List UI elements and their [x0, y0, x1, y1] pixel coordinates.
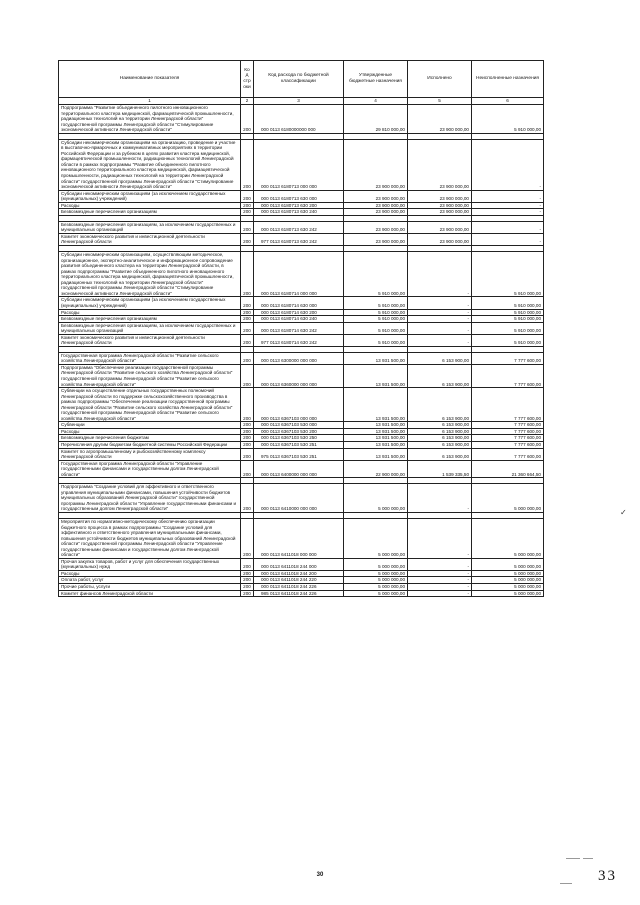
row-name: Подпрограмма "Развитие объединенного пилотного инновационного территориального кластера медицинской, фармацевтической промышленности, радиационных технологий на территории Ленинградской области" государственной программы Ленинградской области "Стимулирование экономической активности Ленинградской области" [59, 105, 241, 134]
row-line-code: 200 [241, 448, 254, 460]
header-name: Наименование показателя [59, 61, 241, 98]
row-line-code: 200 [241, 584, 254, 591]
row-line-code: 200 [241, 334, 254, 346]
row-unexecuted: - [472, 190, 544, 202]
table-row [59, 322, 544, 334]
row-executed: 23 900 000,00 [408, 202, 472, 209]
margin-dash [583, 858, 593, 859]
row-approved: 5 000 000,00 [344, 519, 408, 559]
row-executed: 23 900 000,00 [408, 139, 472, 190]
row-name: Прочая закупка товаров, работ и услуг для обеспечения государственных (муниципальных) нужд [59, 558, 241, 570]
row-name: Государственная программа Ленинградской области "Развитие сельского хозяйства Ленинградской области" [59, 352, 241, 364]
row-executed: - [408, 252, 472, 297]
row-approved: 5 910 000,00 [344, 309, 408, 316]
row-approved: 5 000 000,00 [344, 590, 408, 597]
row-budget-code: 000 0113 6180714 630 242 [254, 322, 344, 334]
row-name: Мероприятия по нормативно-методическому обеспечению организации бюджетного процесса в рамках подпрограммы "Создание условий для эффективного и ответственного управления муниципальными финансами, повышения устойчивости бюджетов муниципальных образований Ленинградской области" государственной программы Ленинградской области "Управление государственными финансами и государственным долгом Ленинградской области" [59, 519, 241, 559]
row-executed: - [408, 322, 472, 334]
row-approved: 5 910 000,00 [344, 297, 408, 309]
row-line-code: 200 [241, 388, 254, 422]
row-name: Расходы [59, 309, 241, 316]
row-budget-code: 000 0113 6367103 530 251 [254, 441, 344, 448]
table-row [59, 221, 544, 233]
row-line-code: 200 [241, 435, 254, 442]
row-budget-code: 000 0113 6367103 530 000 [254, 422, 344, 429]
row-executed: - [408, 558, 472, 570]
row-name: Безвозмездные перечисления бюджетам [59, 435, 241, 442]
row-name: Расходы [59, 428, 241, 435]
row-executed: 1 539 335,50 [408, 460, 472, 478]
row-budget-code: 000 0113 6400000 000 000 [254, 460, 344, 478]
table-row [59, 139, 544, 190]
row-approved: 13 931 500,00 [344, 435, 408, 442]
row-name: Комитет экономического развития и инвестиционной деятельности Ленинградской области [59, 334, 241, 346]
budget-execution-table [58, 60, 544, 597]
row-budget-code: 000 0113 6180713 630 000 [254, 190, 344, 202]
column-number: 5 [408, 98, 472, 105]
row-name: Субсидии некоммерческим организациям, осуществляющим методическое, организационное, экспертно-аналитическое и информационное сопровождение развития объединенного кластера на территории Ленинградской области, в рамках подпрограммы "Развитие объединенного пилотного инновационного территориального кластера медицинской, фармацевтической промышленности, радиационных технологий на территории Ленинградской области" государственной программы Ленинградской области "Стимулирование экономической активности Ленинградской области" [59, 252, 241, 297]
column-number: 1 [59, 98, 241, 105]
header-row [59, 61, 544, 98]
row-executed: - [408, 297, 472, 309]
row-unexecuted: 7 777 600,00 [472, 435, 544, 442]
row-budget-code: 000 0113 6180714 630 200 [254, 309, 344, 316]
row-unexecuted: 5 000 000,00 [472, 570, 544, 577]
row-name: Расходы [59, 202, 241, 209]
row-approved: 22 900 000,00 [344, 460, 408, 478]
row-unexecuted: 21 360 664,50 [472, 460, 544, 478]
row-unexecuted: - [472, 139, 544, 190]
margin-dash [566, 858, 580, 859]
row-unexecuted: - [472, 209, 544, 216]
row-executed: 6 153 900,00 [408, 441, 472, 448]
row-unexecuted: 5 000 000,00 [472, 558, 544, 570]
row-executed: 23 900 000,00 [408, 233, 472, 245]
header-budget-code: Код расхода по бюджетной классификации [254, 61, 344, 98]
row-line-code: 200 [241, 322, 254, 334]
row-name: Прочие работы, услуги [59, 584, 241, 591]
header-executed: Исполнено [408, 61, 472, 98]
row-unexecuted: 7 777 600,00 [472, 388, 544, 422]
report-sheet [58, 60, 543, 597]
table-row [59, 448, 544, 460]
row-name: Подпрограмма "Обеспечение реализации государственной программы Ленинградской области "Развитие сельского хозяйства Ленинградской области" государственной программы Ленинградской области "Развитие сельского хозяйства Ленинградской области" [59, 364, 241, 387]
margin-dash [560, 883, 572, 884]
row-unexecuted: 7 777 600,00 [472, 364, 544, 387]
row-budget-code: 000 0113 6180713 630 240 [254, 209, 344, 216]
row-executed: 6 153 900,00 [408, 388, 472, 422]
row-approved: 23 900 000,00 [344, 139, 408, 190]
row-budget-code: 975 0113 6367103 530 251 [254, 448, 344, 460]
row-approved: 5 910 000,00 [344, 252, 408, 297]
row-approved: 5 000 000,00 [344, 558, 408, 570]
row-budget-code: 985 0113 6411018 244 226 [254, 590, 344, 597]
row-unexecuted: 7 777 600,00 [472, 448, 544, 460]
row-unexecuted: 7 777 600,00 [472, 428, 544, 435]
row-unexecuted: 5 000 000,00 [472, 577, 544, 584]
row-budget-code: 000 0113 6367103 000 000 [254, 388, 344, 422]
row-approved: 13 931 500,00 [344, 422, 408, 429]
row-approved: 23 900 000,00 [344, 209, 408, 216]
row-executed: - [408, 309, 472, 316]
table-row [59, 105, 544, 134]
row-name: Расходы [59, 570, 241, 577]
row-line-code: 200 [241, 590, 254, 597]
column-number-row [59, 98, 544, 105]
row-unexecuted: 5 910 000,00 [472, 322, 544, 334]
row-unexecuted: 7 777 600,00 [472, 422, 544, 429]
row-budget-code: 000 0113 6411018 244 200 [254, 570, 344, 577]
table-row [59, 352, 544, 364]
row-budget-code: 000 0113 6180713 000 000 [254, 139, 344, 190]
row-line-code: 200 [241, 316, 254, 323]
corner-sheet-number: 33 [598, 868, 617, 884]
row-line-code: 200 [241, 221, 254, 233]
row-line-code: 200 [241, 139, 254, 190]
row-approved: 5 000 000,00 [344, 584, 408, 591]
row-approved: 29 810 000,00 [344, 105, 408, 134]
table-row [59, 388, 544, 422]
row-line-code: 200 [241, 352, 254, 364]
row-approved: 5 910 000,00 [344, 316, 408, 323]
row-line-code: 200 [241, 209, 254, 216]
row-line-code: 200 [241, 577, 254, 584]
table-row [59, 233, 544, 245]
row-unexecuted: 5 000 000,00 [472, 484, 544, 513]
row-unexecuted: 7 777 600,00 [472, 352, 544, 364]
row-budget-code: 000 0113 6180714 630 240 [254, 316, 344, 323]
row-line-code: 200 [241, 460, 254, 478]
row-line-code: 200 [241, 519, 254, 559]
row-name: Субсидии некоммерческим организациям на организацию, проведение и участие в выставочно-ярмарочных и коммуникативных мероприятиях в территории Российской Федерации и за рубежом в целях развития кластера медицинской, фармацевтической промышленности, радиационных технологий Ленинградской области в рамках подпрограммы "Развитие объединенного пилотного инновационного территориального кластера медицинской, фармацевтической промышленности, радиационных технологий на территории Ленинградской области" государственной программы Ленинградской области "Стимулирование экономической активности Ленинградской области" [59, 139, 241, 190]
row-approved: 23 900 000,00 [344, 221, 408, 233]
row-executed: 23 900 000,00 [408, 105, 472, 134]
row-unexecuted: 5 910 000,00 [472, 309, 544, 316]
row-line-code: 200 [241, 105, 254, 134]
row-budget-code: 000 0113 6411018 244 000 [254, 558, 344, 570]
row-unexecuted: 5 000 000,00 [472, 590, 544, 597]
row-executed: 6 153 900,00 [408, 435, 472, 442]
row-approved: 13 931 500,00 [344, 388, 408, 422]
table-row [59, 558, 544, 570]
row-executed: - [408, 316, 472, 323]
row-budget-code: 000 0113 6411018 244 226 [254, 584, 344, 591]
row-line-code: 200 [241, 570, 254, 577]
row-approved: 13 931 500,00 [344, 364, 408, 387]
row-name: Субсидии некоммерческим организациям (за исключением государственных (муниципальных) учреждений) [59, 297, 241, 309]
margin-mark: ✓ [620, 508, 627, 517]
row-name: Подпрограмма "Создание условий для эффективного и ответственного управления муниципальными финансами, повышения устойчивости бюджетов муниципальных образований Ленинградской области" государственной программы Ленинградской области "Управление государственными финансами и государственным долгом Ленинградской области" [59, 484, 241, 513]
row-line-code: 200 [241, 252, 254, 297]
row-unexecuted: 5 000 000,00 [472, 584, 544, 591]
row-budget-code: 000 0113 6367103 530 200 [254, 428, 344, 435]
row-budget-code: 000 0113 6180000000 000 [254, 105, 344, 134]
table-row [59, 519, 544, 559]
row-executed: 6 153 900,00 [408, 428, 472, 435]
row-unexecuted: 5 910 000,00 [472, 105, 544, 134]
row-unexecuted: - [472, 202, 544, 209]
row-budget-code: 977 0113 6180713 630 242 [254, 233, 344, 245]
row-line-code: 200 [241, 484, 254, 513]
row-name: Перечисления другим бюджетам бюджетной системы Российской Федерации [59, 441, 241, 448]
row-budget-code: 000 0113 6360000 000 000 [254, 364, 344, 387]
row-approved: 5 000 000,00 [344, 484, 408, 513]
row-name: Государственная программа Ленинградской области "Управление государственными финансами и государственным долгом Ленинградской области" [59, 460, 241, 478]
row-unexecuted: 5 910 000,00 [472, 252, 544, 297]
row-approved: 13 931 500,00 [344, 441, 408, 448]
table-row [59, 590, 544, 597]
row-line-code: 200 [241, 190, 254, 202]
column-number: 2 [241, 98, 254, 105]
row-unexecuted: 7 777 600,00 [472, 441, 544, 448]
row-name: Субвенции [59, 422, 241, 429]
row-name: Субвенции на осуществление отдельных государственных полномочий Ленинградской области по поддержке сельскохозяйственного производства в рамках подпрограммы "Обеспечение реализации государственной программы Ленинградской области "Развитие сельского хозяйства Ленинградской области" государственной программы Ленинградской области "Развитие сельского хозяйства Ленинградской области" [59, 388, 241, 422]
header-approved: Утвержденные бюджетные назначения [344, 61, 408, 98]
table-row [59, 460, 544, 478]
row-budget-code: 000 0113 6410000 000 000 [254, 484, 344, 513]
row-budget-code: 000 0113 6367103 530 250 [254, 435, 344, 442]
table-row [59, 364, 544, 387]
row-approved: 5 910 000,00 [344, 322, 408, 334]
row-budget-code: 000 0113 6180714 630 000 [254, 297, 344, 309]
row-name: Безвозмездные перечисления организациям [59, 316, 241, 323]
row-approved: 13 931 500,00 [344, 352, 408, 364]
row-unexecuted: 5 910 000,00 [472, 297, 544, 309]
row-executed: - [408, 519, 472, 559]
row-line-code: 200 [241, 422, 254, 429]
page-number: 30 [316, 872, 324, 878]
header-line-code: Код строки [241, 61, 254, 98]
row-line-code: 200 [241, 364, 254, 387]
row-name: Безвозмездные перечисления организациям, за исключением государственных и муниципальных организаций [59, 322, 241, 334]
row-name: Комитет экономического развития и инвестиционной деятельности Ленинградской области [59, 233, 241, 245]
row-approved: 23 900 000,00 [344, 233, 408, 245]
row-executed: - [408, 577, 472, 584]
row-unexecuted: 5 000 000,00 [472, 519, 544, 559]
row-executed: 6 153 900,00 [408, 364, 472, 387]
row-unexecuted: 5 910 000,00 [472, 316, 544, 323]
row-line-code: 200 [241, 297, 254, 309]
row-executed: 6 153 900,00 [408, 352, 472, 364]
row-name: Безвозмездные перечисления организациям, за исключением государственных и муниципальных организаций [59, 221, 241, 233]
row-executed: - [408, 590, 472, 597]
row-executed: 6 153 900,00 [408, 448, 472, 460]
row-unexecuted: 5 910 000,00 [472, 334, 544, 346]
table-row [59, 297, 544, 309]
row-budget-code: 000 0113 6180713 630 242 [254, 221, 344, 233]
row-line-code: 200 [241, 309, 254, 316]
row-approved: 5 000 000,00 [344, 570, 408, 577]
row-budget-code: 000 0113 6180713 630 200 [254, 202, 344, 209]
row-executed: 23 900 000,00 [408, 209, 472, 216]
column-number: 3 [254, 98, 344, 105]
row-line-code: 200 [241, 428, 254, 435]
row-line-code: 200 [241, 202, 254, 209]
row-executed: - [408, 484, 472, 513]
row-executed: - [408, 570, 472, 577]
row-executed: 23 900 000,00 [408, 190, 472, 202]
row-executed: 23 900 000,00 [408, 221, 472, 233]
row-approved: 13 931 500,00 [344, 428, 408, 435]
row-budget-code: 000 0113 6300000 000 000 [254, 352, 344, 364]
row-budget-code: 977 0113 6180714 630 242 [254, 334, 344, 346]
row-name: Субсидии некоммерческим организациям (за исключением государственных (муниципальных) учреждений) [59, 190, 241, 202]
header-unexecuted: Неисполненные назначения [472, 61, 544, 98]
table-row [59, 190, 544, 202]
row-approved: 13 931 500,00 [344, 448, 408, 460]
column-number: 4 [344, 98, 408, 105]
row-executed: - [408, 334, 472, 346]
row-name: Комитет финансов Ленинградской области [59, 590, 241, 597]
row-budget-code: 000 0113 6411018 000 000 [254, 519, 344, 559]
row-approved: 23 900 000,00 [344, 190, 408, 202]
row-name: Оплата работ, услуг [59, 577, 241, 584]
row-unexecuted: - [472, 233, 544, 245]
row-line-code: 200 [241, 441, 254, 448]
row-name: Безвозмездные перечисления организациям [59, 209, 241, 216]
row-name: Комитет по агропромышленному и рыбохозяйственному комплексу Ленинградской области [59, 448, 241, 460]
table-row [59, 484, 544, 513]
row-line-code: 200 [241, 558, 254, 570]
table-body [59, 105, 544, 597]
row-approved: 23 900 000,00 [344, 202, 408, 209]
row-unexecuted: - [472, 221, 544, 233]
row-approved: 5 910 000,00 [344, 334, 408, 346]
table-row [59, 334, 544, 346]
table-row [59, 252, 544, 297]
column-number: 6 [472, 98, 544, 105]
row-approved: 5 000 000,00 [344, 577, 408, 584]
row-budget-code: 000 0113 6411018 244 220 [254, 577, 344, 584]
row-executed: - [408, 584, 472, 591]
row-budget-code: 000 0113 6180714 000 000 [254, 252, 344, 297]
row-line-code: 200 [241, 233, 254, 245]
row-executed: 6 153 900,00 [408, 422, 472, 429]
